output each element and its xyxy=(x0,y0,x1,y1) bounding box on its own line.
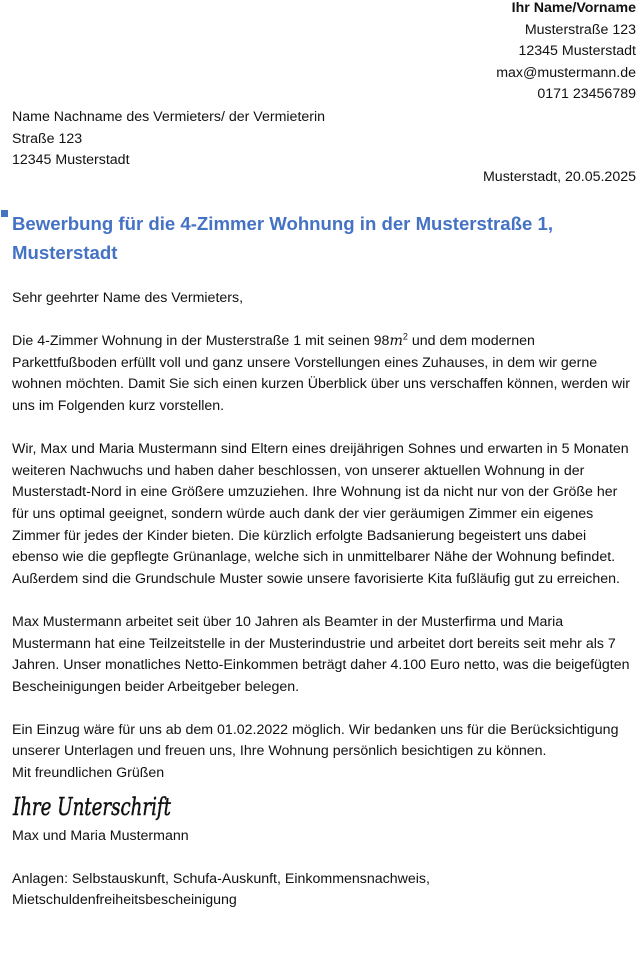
recipient-street: Straße 123 xyxy=(12,130,83,147)
heading-marker xyxy=(1,210,8,217)
closing-phrase: Mit freundlichen Grüßen xyxy=(12,765,165,782)
sender-block xyxy=(496,0,636,106)
signature-image xyxy=(12,788,177,826)
recipient-block xyxy=(12,107,325,172)
sender-city: 12345 Musterstadt xyxy=(518,43,636,60)
letter-date: Musterstadt, 20.05.2025 xyxy=(482,169,636,185)
signature xyxy=(12,788,636,826)
recipient-city: 12345 Musterstadt xyxy=(12,152,130,169)
sender-street: Musterstraße 123 xyxy=(524,21,636,38)
svg-text:Ihre Unterschrift: Ihre Unterschrift xyxy=(12,792,172,821)
paragraph-closing: Ein Einzug wäre für uns ab dem 01.02.2022 möglich. Wir bedanken uns für die Berücksichtigung unserer Unterlagen und freuen uns, Ihre Wohnung persönlich besichtigen zu können. xyxy=(12,721,619,760)
signer-name: Max und Maria Mustermann xyxy=(12,827,189,844)
recipient-name: Name Nachname des Vermieters/ der Vermieterin xyxy=(12,109,326,125)
subject-heading: Bewerbung für die 4-Zimmer Wohnung in der Musterstraße 1, Musterstadt xyxy=(12,213,554,263)
sender-name: Ihr Name/Vorname xyxy=(511,0,636,16)
paragraph-family: Wir, Max und Maria Mustermann sind Eltern eines dreijährigen Sohnes und erwarten in 5 Monaten weiteren Nachwuchs und haben daher beschlossen, von unserer aktuellen Wohnung in der Musterstadt-Nord in eine Größere umzuziehen. Ihre Wohnung ist da nicht nur von der Größe her für uns optimal geeignet, sondern würde auch dank der vier geräumigen Zimmer ein eigenes Zimmer für jedes der Kinder bieten. Die kürzlich erfolgte Badsanierung begeistert uns dabei ebenso wie die gepflegte Grünanlage, welche sich in unmittelbarer Nähe der Wohnung befindet. Außerdem sind die Grundschule Muster sowie unsere favorisierte Kita fußläufig gut zu erreichen. xyxy=(12,441,629,587)
attachments: Anlagen: Selbstauskunft, Schufa-Auskunft, Einkommensnachweis, Mietschuldenfreiheitsbescheinigung xyxy=(12,870,430,909)
paragraph-intro: Die 4-Zimmer Wohnung in der Musterstraße 1 mit seinen $98m^2$ und dem modernen Parkettfußboden erfüllt voll und ganz unsere Vorstellungen eines Zuhauses, in dem wir gerne wohnen möchten. Damit Sie sich einen kurzen Überblick über uns verschaffen können, werden wir uns im Folgenden kurz vorstellen. xyxy=(12,331,631,414)
salutation: Sehr geehrter Name des Vermieters, xyxy=(12,290,244,306)
letter-body xyxy=(12,288,636,912)
sender-phone: 0171 23456789 xyxy=(537,86,636,103)
paragraph-income: Max Mustermann arbeitet seit über 10 Jahren als Beamter in der Musterfirma und Maria Mustermann hat eine Teilzeitstelle in der Musterindustrie und arbeitet dort bereits seit mehr als 7 Jahren. Unser monatliches Netto-Einkommen beträgt daher 4.100 Euro netto, was die beigefügten Bescheinigungen beider Arbeitgeber belegen. xyxy=(12,613,630,695)
sender-email: max@mustermann.de xyxy=(496,64,636,81)
